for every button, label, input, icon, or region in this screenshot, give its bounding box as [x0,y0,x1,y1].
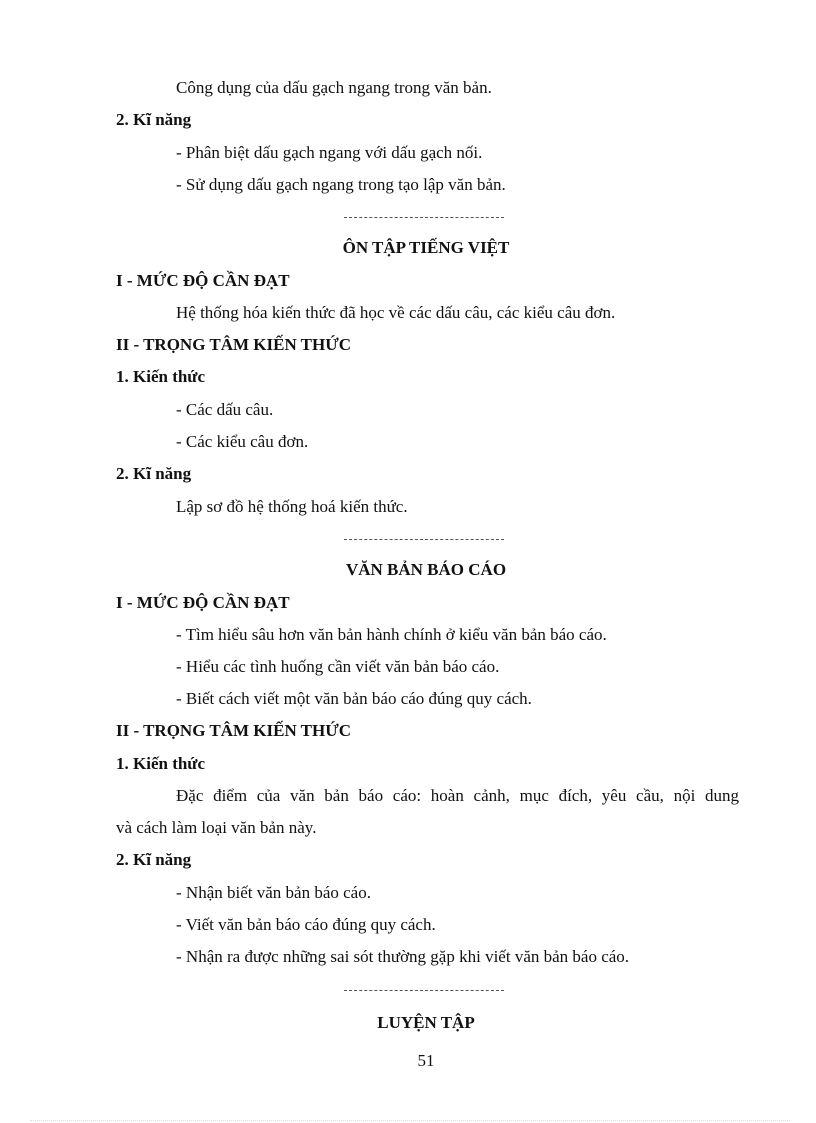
bao-cao-skill-1: - Nhận biết văn bản báo cáo. [176,883,371,902]
intro-skill-1: - Phân biệt dấu gạch ngang với dấu gạch nối. [176,143,483,162]
on-tap-knowledge-heading: 1. Kiến thức [116,367,206,386]
bao-cao-skill-2: - Viết văn bản báo cáo đúng quy cách. [176,915,436,934]
on-tap-paragraph-1: Hệ thống hóa kiến thức đã học về các dấu câu, các kiểu câu đơn. [176,303,616,322]
page-bottom-rule [30,1120,790,1121]
page-number: 51 [417,1051,435,1070]
separator-3 [344,990,504,991]
bao-cao-skill-heading: 2. Kĩ năng [116,850,192,869]
luyen-tap-title: LUYỆN TẬP [377,1013,475,1032]
bao-cao-goal-3: - Biết cách viết một văn bản báo cáo đúng quy cách. [176,689,532,708]
on-tap-skill-heading: 2. Kĩ năng [116,464,192,483]
on-tap-skill-1: Lập sơ đồ hệ thống hoá kiến thức. [176,497,408,516]
intro-skill-2: - Sử dụng dấu gạch ngang trong tạo lập văn bản. [176,175,506,194]
bao-cao-knowledge-heading: 1. Kiến thức [116,754,206,773]
separator-1 [344,217,504,218]
bao-cao-goal-1: - Tìm hiểu sâu hơn văn bản hành chính ở kiểu văn bản báo cáo. [176,625,607,644]
on-tap-title: ÔN TẬP TIẾNG VIỆT [342,238,510,257]
bao-cao-knowledge-line-1: Đặc điểm của văn bản báo cáo: hoàn cảnh, mục đích, yêu cầu, nội dung [176,786,739,805]
on-tap-knowledge-1: - Các dấu câu. [176,400,274,419]
bao-cao-goal-2: - Hiểu các tình huống cần viết văn bản báo cáo. [176,657,500,676]
on-tap-heading-1: I - MỨC ĐỘ CẦN ĐẠT [116,271,290,290]
bao-cao-skill-3: - Nhận ra được những sai sót thường gặp khi viết văn bản báo cáo. [176,947,630,966]
bao-cao-knowledge-line-2: và cách làm loại văn bản này. [116,818,317,837]
bao-cao-title: VĂN BẢN BÁO CÁO [345,560,507,579]
on-tap-knowledge-2: - Các kiểu câu đơn. [176,432,309,451]
bao-cao-heading-1: I - MỨC ĐỘ CẦN ĐẠT [116,593,290,612]
bao-cao-heading-2: II - TRỌNG TÂM KIẾN THỨC [116,721,352,740]
intro-line: Công dụng của dấu gạch ngang trong văn bản. [176,78,492,97]
separator-2 [344,539,504,540]
intro-skill-heading: 2. Kĩ năng [116,110,192,129]
on-tap-heading-2: II - TRỌNG TÂM KIẾN THỨC [116,335,352,354]
